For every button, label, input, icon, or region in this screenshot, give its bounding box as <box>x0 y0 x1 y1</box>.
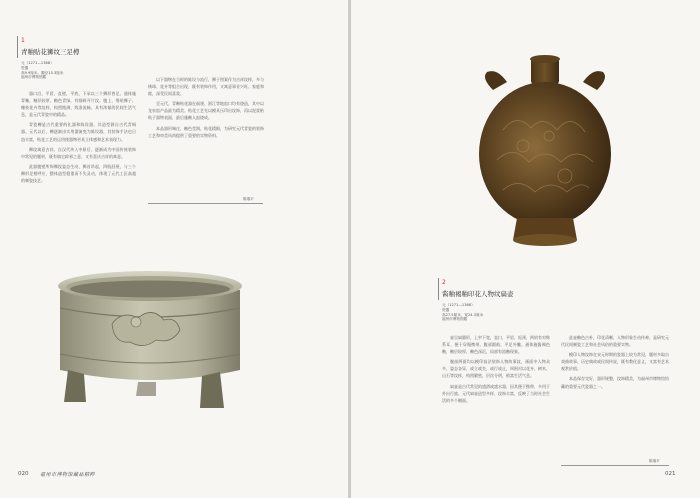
paragraph: 模印人物纹饰在宋元时期的瓷器上较为常见，题材多取自戏曲故事、历史典故或民间传说，既有教化意义，又富有艺术观赏价值。 <box>561 352 669 372</box>
column-end-rule <box>148 203 263 204</box>
celadon-tripod-vessel-photo <box>52 262 248 412</box>
text-column-1 <box>442 334 550 407</box>
column-end-rule <box>561 465 669 466</box>
entry-meta <box>442 303 483 322</box>
text-column-2 <box>561 334 669 393</box>
paragraph: 至元代，青釉贴花器在福建、浙江等地窑口均有烧造，其中以龙泉窑产品最为精美。贴花工艺先以模具压印出纹饰，再以泥浆粘贴于器物表面，最后施釉入窑烧成。 <box>148 101 264 121</box>
paragraph: 壶呈扁圆形，上窄下宽，直口，平唇，短颈，两肩有对称系耳，便于穿绳携带。腹部圆鼓，平足外撇。通体施酱褐色釉，釉层较厚，釉色深沉，局部有流釉现象。 <box>442 335 550 355</box>
entry-marker-rule <box>17 36 18 58</box>
entry-number: 1 <box>21 37 25 44</box>
author-name: 陈瑞平 <box>649 459 660 463</box>
paragraph: 以下器物在当时的陈设与流行，狮子图案作为吉祥纹样，多与绣球、花卉等组合出现，既有装饰作用，又寓意事业兴旺、家庭和睦，深受民间喜爱。 <box>148 77 264 97</box>
meta-collection: 福州市博物馆藏 <box>21 75 47 80</box>
entry-number: 2 <box>442 279 446 286</box>
meta-dimensions: 高9.9厘米，腹径15.3厘米 <box>21 70 64 75</box>
paragraph: 扁壶是古代常见的盛酒或盛水器，因其便于携带，多用于外出行旅。元代扁壶造型多样，纹饰丰富，反映了当时社会生活的多个侧面。 <box>442 383 550 403</box>
entry-marker-rule <box>438 278 439 300</box>
text-column-1 <box>21 90 136 187</box>
page-number: 021 <box>665 471 676 477</box>
brown-glazed-flask-photo <box>473 50 619 254</box>
paragraph: 青瓷樽是古代重要的礼器和陈设器，其造型源自古代青铜器。元代以后，樽逐渐由实用器演变为陈设器，其装饰手法也日趋丰富，贴花工艺的运用使器物更具立体感和艺术表现力。 <box>21 122 136 142</box>
meta-date: 元（1271—1368） <box>21 61 54 65</box>
page-number: 020 <box>18 471 29 477</box>
meta-material: 瓷器 <box>442 307 450 312</box>
entry-title: 酱釉褐釉印花人物纹扁壶 <box>442 290 514 298</box>
paragraph: 器口沿，平唇，直壁，平底，下承以三个狮形兽足。通体施青釉，釉层较厚，釉色青绿，有细碎开片纹。腹上，堆贴狮子、缠枝花卉等纹样，构图饱满，线条流畅，具有浓郁的民间生活气息，是元代青瓷中的精品。 <box>21 91 136 118</box>
paragraph: 本品保存完好，器形规整，纹饰精美，为福州市博物馆馆藏的重要元代瓷器之一。 <box>561 376 669 389</box>
meta-material: 瓷器 <box>21 65 29 70</box>
text-column-2 <box>148 76 264 142</box>
running-footer: 福州市博物馆藏品精粹 <box>40 472 96 478</box>
right-page <box>351 0 700 498</box>
left-page <box>0 0 349 498</box>
entry-meta <box>21 61 63 80</box>
paragraph: 此器腹壁所饰狮纹姿态生动，狮首昂起，四肢舒展，与三个狮形足相呼应，整体造型稳重而不失灵动，体现了元代工匠高超的制瓷技艺。 <box>21 163 136 184</box>
entry-title: 青釉贴花狮纹三足樽 <box>21 48 80 56</box>
paragraph: 腹部两面均以模印技法装饰人物故事纹，画面中人物众多，姿态各异，或立或坐，或行或止，周围衬以花卉、树木、山石等纹样，构图繁密，层次分明，极富生活气息。 <box>442 359 550 379</box>
author-name: 陈瑞平 <box>243 197 254 201</box>
meta-date: 元（1271—1368） <box>442 303 475 307</box>
paragraph: 本品器形端庄，釉色莹润，贴花精细，为研究元代青瓷的装饰工艺和审美风尚提供了重要的实物资料。 <box>148 125 264 138</box>
paragraph: 狮纹寓意吉祥，自汉代传入中原后，逐渐成为中国传统装饰中常见的题材，既有镇宅辟邪之意，又有喜庆吉祥的寓意。 <box>21 146 136 159</box>
meta-dimensions: 高27.5厘米，宽24.3厘米 <box>442 312 484 317</box>
paragraph: 此壶釉色古朴，印花清晰，人物形象生动传神，是研究元代民间制瓷工艺和社会风俗的重要实物。 <box>561 335 669 348</box>
meta-collection: 福州市博物馆藏 <box>442 317 468 322</box>
